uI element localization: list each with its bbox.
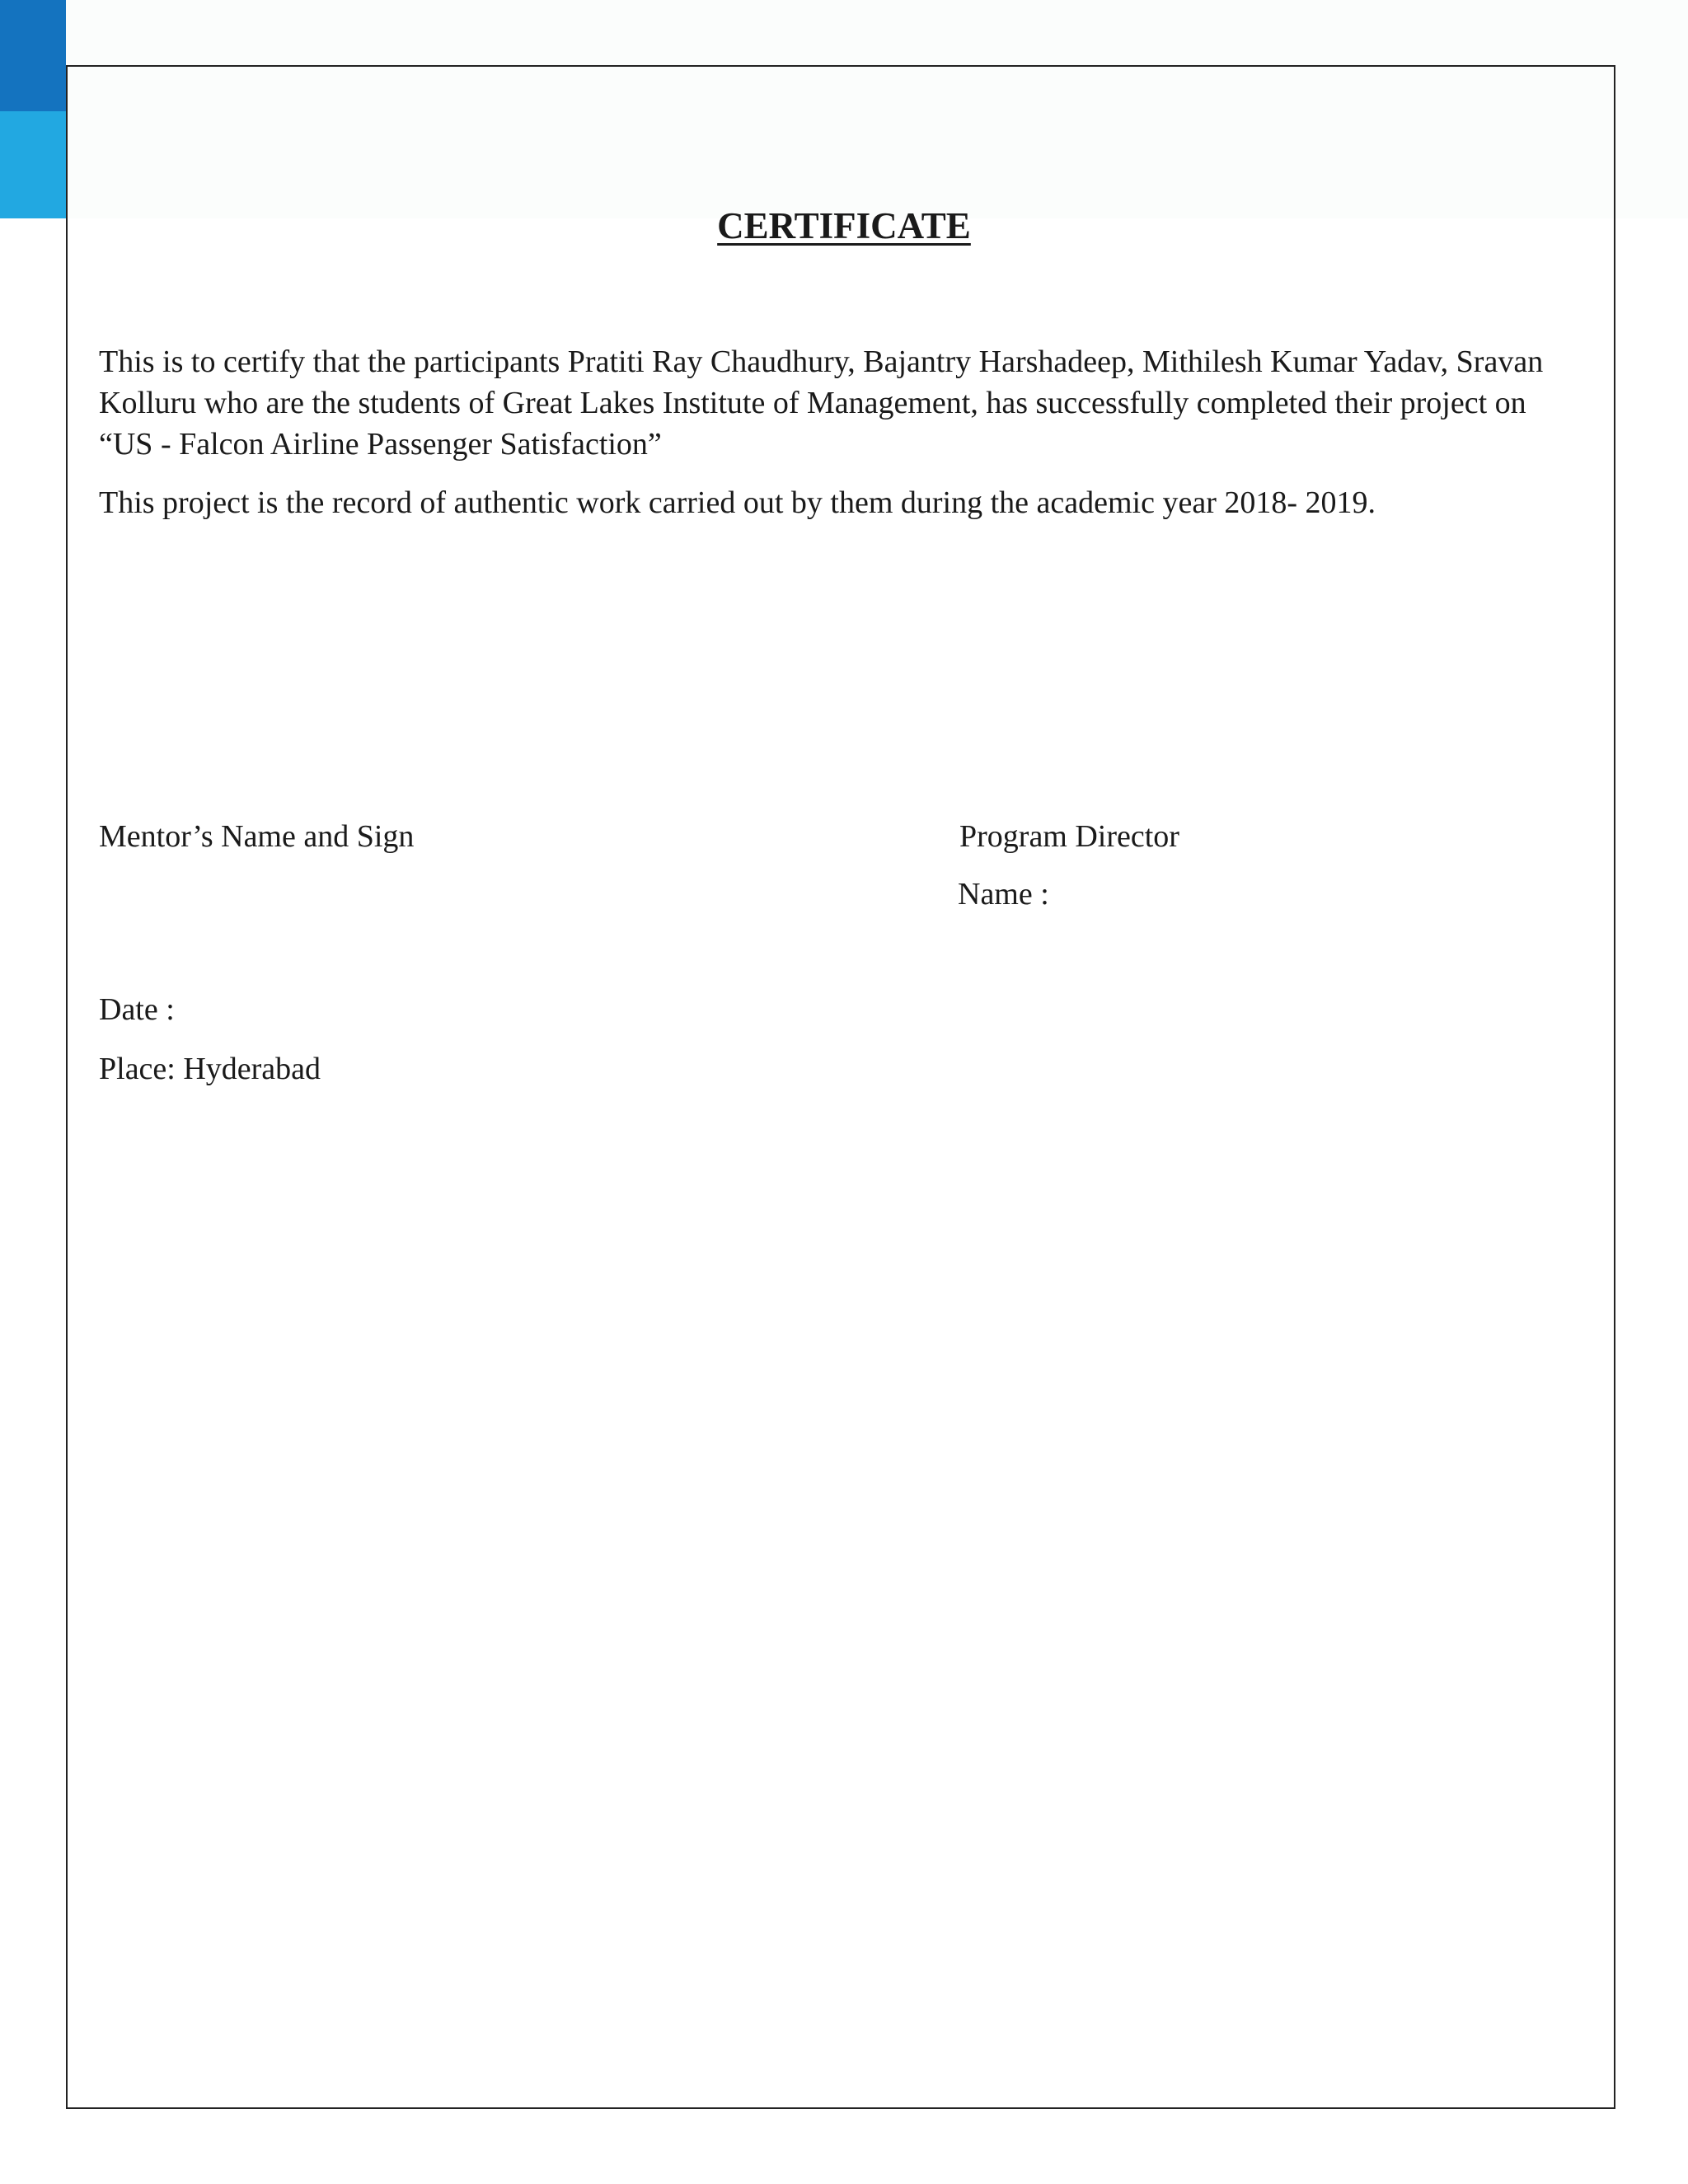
director-name-label: Name :: [958, 877, 1049, 912]
date-label: Date :: [99, 992, 175, 1027]
record-paragraph: This project is the record of authentic work carried out by them during the academic year 2018- 2019.: [99, 485, 1376, 520]
place-label: Place: Hyderabad: [99, 1052, 321, 1086]
certificate-title: CERTIFICATE: [717, 205, 971, 246]
program-director-label: Program Director: [959, 819, 1179, 854]
mentor-signature-label: Mentor’s Name and Sign: [99, 819, 415, 854]
accent-bar-dark: [0, 0, 66, 111]
certification-paragraph: This is to certify that the participants Pratiti Ray Chaudhury, Bajantry Harshadeep, Mithilesh Kumar Yadav, Sravan Kolluru who are the students of Great Lakes Institute of Management, has successfully completed their project on “US - Falcon Airline Passenger Satisfaction”: [99, 344, 1544, 462]
